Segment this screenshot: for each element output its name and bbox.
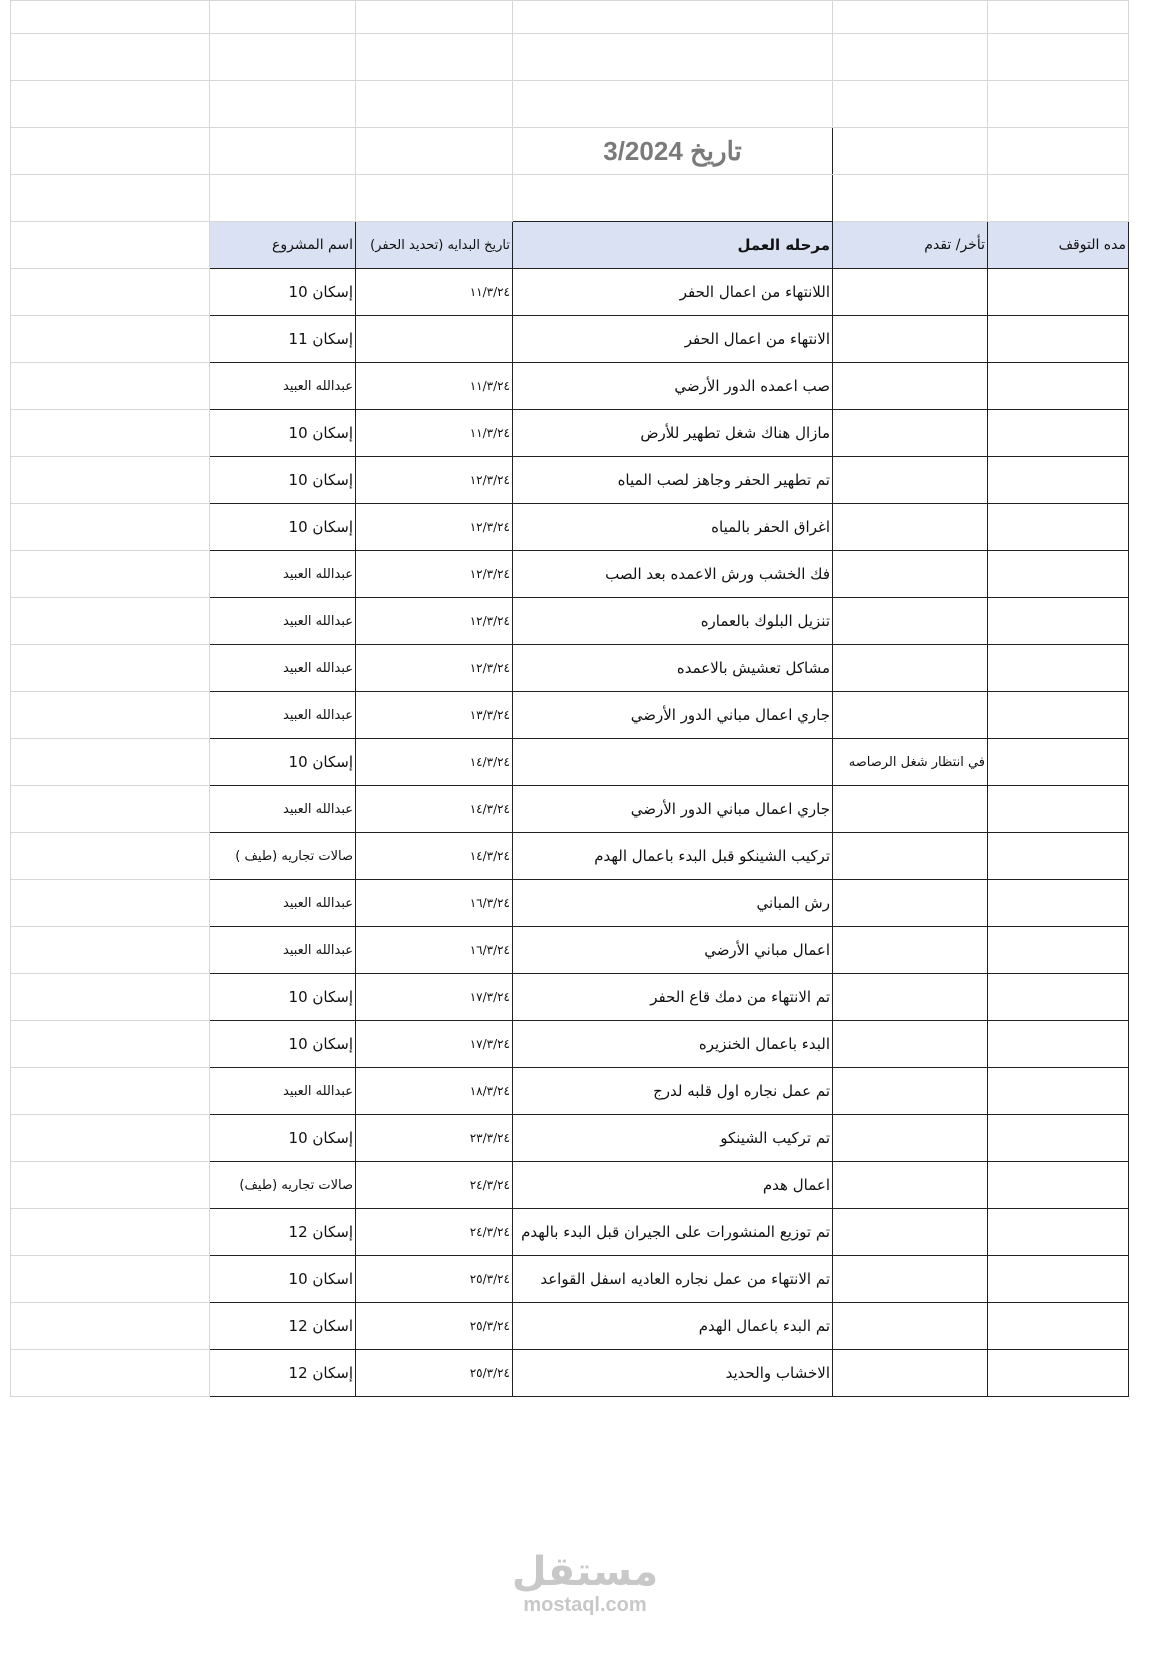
cell[interactable] — [11, 175, 210, 222]
work-stage-cell[interactable]: مشاكل تعشيش بالاعمده — [513, 645, 833, 692]
cell[interactable] — [11, 833, 210, 880]
start-date-cell[interactable]: ١٦/٣/٢٤ — [356, 880, 513, 927]
stop-duration-cell[interactable] — [988, 1350, 1129, 1397]
empty-row — [11, 175, 1129, 222]
cell[interactable] — [833, 34, 988, 81]
cell[interactable] — [833, 175, 988, 222]
watermark-latin: mostaql.com — [523, 1594, 647, 1616]
project-name-cell[interactable]: عبدالله العبيد — [210, 880, 356, 927]
project-name-cell[interactable]: عبدالله العبيد — [210, 598, 356, 645]
delay-progress-cell[interactable] — [833, 1115, 988, 1162]
cell[interactable] — [11, 739, 210, 786]
cell[interactable] — [356, 34, 513, 81]
cell[interactable] — [11, 316, 210, 363]
delay-progress-cell[interactable] — [833, 974, 988, 1021]
table-row — [11, 833, 1129, 880]
header-project-name[interactable]: اسم المشروع — [210, 222, 356, 269]
header-delay-progress[interactable]: تأخر/ تقدم — [833, 222, 988, 269]
work-log-table — [10, 0, 1129, 1397]
cell[interactable] — [11, 1256, 210, 1303]
cell[interactable] — [11, 222, 210, 269]
stop-duration-cell[interactable] — [988, 410, 1129, 457]
cell[interactable] — [11, 81, 210, 128]
cell[interactable] — [11, 1162, 210, 1209]
stop-duration-cell[interactable] — [988, 1115, 1129, 1162]
cell[interactable] — [210, 34, 356, 81]
start-date-cell[interactable]: ١٦/٣/٢٤ — [356, 927, 513, 974]
start-date-cell[interactable]: ١٢/٣/٢٤ — [356, 551, 513, 598]
cell[interactable] — [11, 927, 210, 974]
cell[interactable] — [988, 34, 1129, 81]
work-stage-cell[interactable]: اعمال هدم — [513, 1162, 833, 1209]
project-name-cell[interactable]: عبدالله العبيد — [210, 927, 356, 974]
cell[interactable] — [11, 1350, 210, 1397]
delay-progress-cell[interactable] — [833, 504, 988, 551]
cell[interactable] — [833, 128, 988, 175]
table-row — [11, 880, 1129, 927]
delay-progress-cell[interactable] — [833, 1350, 988, 1397]
delay-progress-cell[interactable] — [833, 1021, 988, 1068]
work-stage-cell[interactable]: اللانتهاء من اعمال الحفر — [513, 269, 833, 316]
cell[interactable] — [356, 1, 513, 34]
project-name-cell[interactable]: إسكان 11 — [210, 316, 356, 363]
work-stage-cell[interactable]: البدء باعمال الخنزيره — [513, 1021, 833, 1068]
delay-progress-cell[interactable] — [833, 1068, 988, 1115]
cell[interactable] — [513, 34, 833, 81]
cell[interactable] — [988, 81, 1129, 128]
header-stop-duration[interactable]: مده التوقف — [988, 222, 1129, 269]
work-stage-cell[interactable]: تم توزيع المنشورات على الجيران قبل البدء بالهدم — [513, 1209, 833, 1256]
project-name-cell[interactable]: إسكان 10 — [210, 504, 356, 551]
table-row — [11, 692, 1129, 739]
project-name-cell[interactable]: إسكان 10 — [210, 1115, 356, 1162]
table-row — [11, 1115, 1129, 1162]
work-stage-cell[interactable]: تنزيل البلوك بالعماره — [513, 598, 833, 645]
stop-duration-cell[interactable] — [988, 598, 1129, 645]
start-date-cell[interactable]: ٢٥/٣/٢٤ — [356, 1303, 513, 1350]
empty-row — [11, 1, 1129, 34]
start-date-cell[interactable]: ٢٤/٣/٢٤ — [356, 1209, 513, 1256]
cell[interactable] — [833, 81, 988, 128]
cell[interactable] — [11, 410, 210, 457]
cell[interactable] — [11, 1303, 210, 1350]
project-name-cell[interactable]: إسكان 10 — [210, 457, 356, 504]
cell[interactable] — [11, 128, 210, 175]
start-date-cell[interactable]: ٢٤/٣/٢٤ — [356, 1162, 513, 1209]
project-name-cell[interactable]: إسكان 10 — [210, 410, 356, 457]
start-date-cell[interactable]: ١٤/٣/٢٤ — [356, 786, 513, 833]
work-stage-cell[interactable]: اغراق الحفر بالمياه — [513, 504, 833, 551]
table-row — [11, 457, 1129, 504]
header-start-date[interactable]: تاريخ البدايه (تحديد الحفر) — [356, 222, 513, 269]
cell[interactable] — [513, 81, 833, 128]
project-name-cell[interactable]: صالات تجاريه (طيف) — [210, 1162, 356, 1209]
start-date-cell[interactable] — [356, 316, 513, 363]
cell[interactable] — [11, 363, 210, 410]
table-row — [11, 739, 1129, 786]
cell[interactable] — [513, 1, 833, 34]
delay-progress-cell[interactable] — [833, 457, 988, 504]
start-date-cell[interactable]: ٢٥/٣/٢٤ — [356, 1350, 513, 1397]
start-date-cell[interactable]: ١٣/٣/٢٤ — [356, 692, 513, 739]
stop-duration-cell[interactable] — [988, 1209, 1129, 1256]
delay-progress-cell[interactable] — [833, 692, 988, 739]
start-date-cell[interactable]: ١٢/٣/٢٤ — [356, 598, 513, 645]
stop-duration-cell[interactable] — [988, 974, 1129, 1021]
stop-duration-cell[interactable] — [988, 551, 1129, 598]
work-stage-cell[interactable]: الاخشاب والحديد — [513, 1350, 833, 1397]
delay-progress-cell[interactable] — [833, 880, 988, 927]
stop-duration-cell[interactable] — [988, 457, 1129, 504]
work-stage-cell[interactable]: صب اعمده الدور الأرضي — [513, 363, 833, 410]
delay-progress-cell[interactable] — [833, 598, 988, 645]
work-stage-cell[interactable]: تم الانتهاء من دمك قاع الحفر — [513, 974, 833, 1021]
project-name-cell[interactable]: عبدالله العبيد — [210, 692, 356, 739]
delay-progress-cell[interactable] — [833, 269, 988, 316]
stop-duration-cell[interactable] — [988, 1068, 1129, 1115]
table-row — [11, 927, 1129, 974]
start-date-cell[interactable]: ١١/٣/٢٤ — [356, 269, 513, 316]
delay-progress-cell[interactable] — [833, 410, 988, 457]
stop-duration-cell[interactable] — [988, 927, 1129, 974]
work-stage-cell[interactable]: تم تركيب الشينكو — [513, 1115, 833, 1162]
cell[interactable] — [11, 504, 210, 551]
work-stage-cell[interactable]: الانتهاء من اعمال الحفر — [513, 316, 833, 363]
work-stage-cell[interactable]: جاري اعمال مباني الدور الأرضي — [513, 692, 833, 739]
table-row — [11, 504, 1129, 551]
work-stage-cell[interactable]: اعمال مباني الأرضي — [513, 927, 833, 974]
project-name-cell[interactable]: إسكان 10 — [210, 269, 356, 316]
cell[interactable] — [210, 81, 356, 128]
cell[interactable] — [11, 1068, 210, 1115]
cell[interactable] — [11, 786, 210, 833]
project-name-cell[interactable]: اسكان 10 — [210, 1256, 356, 1303]
project-name-cell[interactable]: اسكان 12 — [210, 1303, 356, 1350]
cell[interactable] — [11, 1021, 210, 1068]
cell[interactable] — [11, 598, 210, 645]
project-name-cell[interactable]: عبدالله العبيد — [210, 1068, 356, 1115]
title-row — [11, 128, 1129, 175]
cell[interactable] — [11, 645, 210, 692]
start-date-cell[interactable]: ١٧/٣/٢٤ — [356, 974, 513, 1021]
delay-progress-cell[interactable] — [833, 1209, 988, 1256]
cell[interactable] — [210, 175, 356, 222]
start-date-cell[interactable]: ١٤/٣/٢٤ — [356, 833, 513, 880]
project-name-cell[interactable]: عبدالله العبيد — [210, 551, 356, 598]
table-row — [11, 269, 1129, 316]
table-row — [11, 786, 1129, 833]
cell[interactable] — [11, 551, 210, 598]
table-row — [11, 363, 1129, 410]
cell[interactable] — [988, 175, 1129, 222]
delay-progress-cell[interactable] — [833, 1162, 988, 1209]
table-row — [11, 1162, 1129, 1209]
table-row — [11, 1068, 1129, 1115]
stop-duration-cell[interactable] — [988, 363, 1129, 410]
empty-row — [11, 81, 1129, 128]
start-date-cell[interactable]: ١٧/٣/٢٤ — [356, 1021, 513, 1068]
stop-duration-cell[interactable] — [988, 1162, 1129, 1209]
start-date-cell[interactable]: ١١/٣/٢٤ — [356, 410, 513, 457]
cell[interactable] — [11, 1, 210, 34]
table-row — [11, 410, 1129, 457]
project-name-cell[interactable]: عبدالله العبيد — [210, 645, 356, 692]
cell[interactable] — [210, 1, 356, 34]
stop-duration-cell[interactable] — [988, 1021, 1129, 1068]
header-work-stage[interactable]: مرحله العمل — [513, 222, 833, 269]
cell[interactable] — [833, 1, 988, 34]
start-date-cell[interactable]: ١٢/٣/٢٤ — [356, 645, 513, 692]
cell[interactable] — [11, 1209, 210, 1256]
table-row — [11, 1209, 1129, 1256]
start-date-cell[interactable]: ١٢/٣/٢٤ — [356, 457, 513, 504]
table-row — [11, 1256, 1129, 1303]
table-row — [11, 974, 1129, 1021]
start-date-cell[interactable]: ١٨/٣/٢٤ — [356, 1068, 513, 1115]
project-name-cell[interactable]: عبدالله العبيد — [210, 786, 356, 833]
cell[interactable] — [11, 1115, 210, 1162]
stop-duration-cell[interactable] — [988, 880, 1129, 927]
delay-progress-cell[interactable] — [833, 927, 988, 974]
table-row — [11, 1303, 1129, 1350]
watermark-arabic: مستقل — [511, 1549, 659, 1595]
empty-row — [11, 34, 1129, 81]
stop-duration-cell[interactable] — [988, 316, 1129, 363]
cell[interactable] — [11, 457, 210, 504]
page-title[interactable]: تاريخ 3/2024 — [513, 128, 833, 175]
project-name-cell[interactable]: صالات تجاريه (طيف ) — [210, 833, 356, 880]
cell[interactable] — [11, 269, 210, 316]
work-stage-cell[interactable]: تم تطهير الحفر وجاهز لصب المياه — [513, 457, 833, 504]
table-row — [11, 1021, 1129, 1068]
table-row — [11, 598, 1129, 645]
work-stage-cell[interactable]: تم عمل نجاره اول قلبه لدرج — [513, 1068, 833, 1115]
stop-duration-cell[interactable] — [988, 504, 1129, 551]
cell[interactable] — [513, 175, 833, 222]
project-name-cell[interactable]: إسكان 10 — [210, 739, 356, 786]
stop-duration-cell[interactable] — [988, 833, 1129, 880]
cell[interactable] — [11, 974, 210, 1021]
delay-progress-cell[interactable] — [833, 1256, 988, 1303]
work-stage-cell[interactable]: مازال هناك شغل تطهير للأرض — [513, 410, 833, 457]
delay-progress-cell[interactable] — [833, 316, 988, 363]
work-stage-cell[interactable]: رش المباني — [513, 880, 833, 927]
cell[interactable] — [11, 34, 210, 81]
project-name-cell[interactable]: إسكان 10 — [210, 1021, 356, 1068]
table-row — [11, 316, 1129, 363]
stop-duration-cell[interactable] — [988, 645, 1129, 692]
project-name-cell[interactable]: إسكان 12 — [210, 1209, 356, 1256]
work-stage-cell[interactable]: تم الانتهاء من عمل نجاره العاديه اسفل القواعد — [513, 1256, 833, 1303]
stop-duration-cell[interactable] — [988, 1256, 1129, 1303]
cell[interactable] — [356, 128, 513, 175]
project-name-cell[interactable]: عبدالله العبيد — [210, 363, 356, 410]
cell[interactable] — [356, 81, 513, 128]
delay-progress-cell[interactable] — [833, 645, 988, 692]
cell[interactable] — [210, 128, 356, 175]
work-stage-cell[interactable]: فك الخشب ورش الاعمده بعد الصب — [513, 551, 833, 598]
work-stage-cell[interactable]: جاري اعمال مباني الدور الأرضي — [513, 786, 833, 833]
start-date-cell[interactable]: ٢٣/٣/٢٤ — [356, 1115, 513, 1162]
table-row — [11, 551, 1129, 598]
table-row — [11, 645, 1129, 692]
start-date-cell[interactable]: ١٢/٣/٢٤ — [356, 504, 513, 551]
work-stage-cell[interactable]: تم البدء باعمال الهدم — [513, 1303, 833, 1350]
delay-progress-cell[interactable] — [833, 786, 988, 833]
work-stage-cell[interactable]: تركيب الشينكو قبل البدء باعمال الهدم — [513, 833, 833, 880]
project-name-cell[interactable]: إسكان 10 — [210, 974, 356, 1021]
stop-duration-cell[interactable] — [988, 739, 1129, 786]
stop-duration-cell[interactable] — [988, 269, 1129, 316]
start-date-cell[interactable]: ١١/٣/٢٤ — [356, 363, 513, 410]
cell[interactable] — [11, 880, 210, 927]
spreadsheet — [10, 0, 1128, 1397]
delay-progress-cell[interactable]: في انتظار شغل الرصاصه — [833, 739, 988, 786]
delay-progress-cell[interactable] — [833, 833, 988, 880]
stop-duration-cell[interactable] — [988, 1303, 1129, 1350]
delay-progress-cell[interactable] — [833, 1303, 988, 1350]
start-date-cell[interactable]: ٢٥/٣/٢٤ — [356, 1256, 513, 1303]
start-date-cell[interactable]: ١٤/٣/٢٤ — [356, 739, 513, 786]
header-row — [11, 222, 1129, 269]
project-name-cell[interactable]: إسكان 12 — [210, 1350, 356, 1397]
delay-progress-cell[interactable] — [833, 363, 988, 410]
work-stage-cell[interactable] — [513, 739, 833, 786]
delay-progress-cell[interactable] — [833, 551, 988, 598]
stop-duration-cell[interactable] — [988, 786, 1129, 833]
cell[interactable] — [988, 1, 1129, 34]
stop-duration-cell[interactable] — [988, 692, 1129, 739]
mostaql-watermark — [510, 1550, 660, 1616]
cell[interactable] — [356, 175, 513, 222]
cell[interactable] — [988, 128, 1129, 175]
cell[interactable] — [11, 692, 210, 739]
table-row — [11, 1350, 1129, 1397]
